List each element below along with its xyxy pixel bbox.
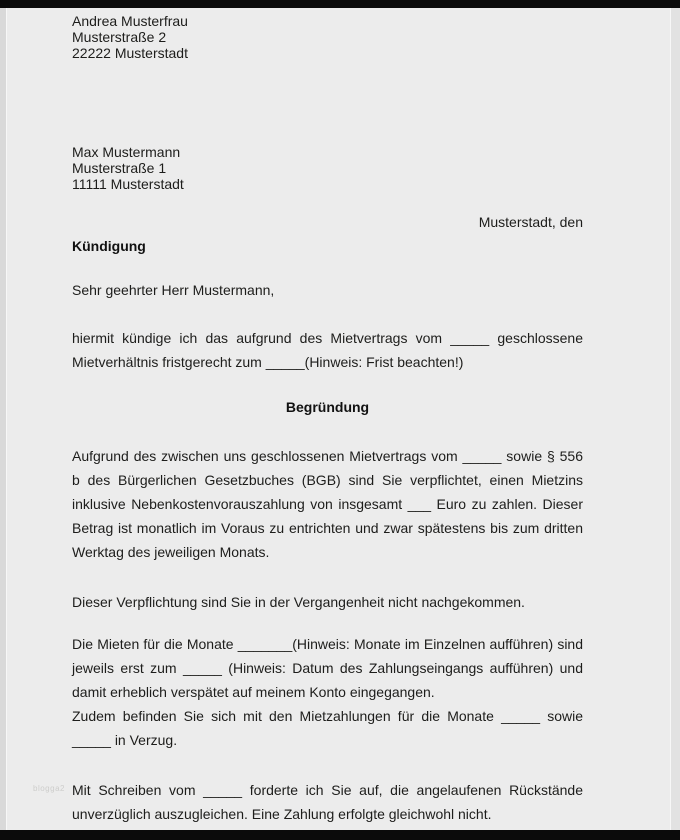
watermark-text: blogga2 bbox=[33, 784, 65, 793]
sender-city: 22222 Musterstadt bbox=[72, 45, 188, 61]
sender-street: Musterstraße 2 bbox=[72, 29, 167, 45]
paragraph-demand-letter: Mit Schreiben vom _____ forderte ich Sie auf, die angelaufenen Rückstände unverzüglich auszugleichen. Eine Zahlung erfolgte gleichwohl nicht. bbox=[72, 782, 583, 822]
intro-paragraph: hiermit kündige ich das aufgrund des Mietvertrags vom _____ geschlossene Mietverhältnis fristgerecht zum _____(Hinweis: Frist beachten!) bbox=[72, 330, 583, 370]
sender-address bbox=[72, 13, 583, 61]
sender-name: Andrea Musterfrau bbox=[72, 13, 188, 29]
recipient-city: 11111 Musterstadt bbox=[72, 176, 184, 192]
scan-border-left bbox=[0, 8, 7, 830]
reason-section-heading: Begründung bbox=[285, 399, 370, 415]
subject-heading: Kündigung bbox=[72, 238, 146, 254]
recipient-address bbox=[72, 144, 583, 192]
recipient-name: Max Mustermann bbox=[72, 144, 181, 160]
recipient-street: Musterstraße 1 bbox=[72, 160, 167, 176]
paragraph-noncompliance: Dieser Verpflichtung sind Sie in der Vergangenheit nicht nachgekommen. bbox=[72, 594, 525, 610]
paragraph-arrears: Zudem befinden Sie sich mit den Mietzahlungen für die Monate _____ sowie _____ in Verzug. bbox=[72, 708, 583, 748]
paragraph-rent-obligation: Aufgrund des zwischen uns geschlossenen Mietvertrags vom _____ sowie § 556 b des Bürgerlichen Gesetzbuches (BGB) sind Sie verpflichtet, einen Mietzins inklusive Nebenkostenvorauszahlung von insgesamt ___ Euro zu zahlen. Dieser Betrag ist monatlich im Voraus zu entrichten und zwar spätestens bis zum dritten Werktag des jeweiligen Monats. bbox=[72, 448, 583, 560]
scan-border-top bbox=[0, 0, 680, 8]
date-line: Musterstadt, den bbox=[478, 214, 583, 230]
paragraph-late-payments: Die Mieten für die Monate _______(Hinweis: Monate im Einzelnen aufführen) sind jeweils erst zum _____ (Hinweis: Datum des Zahlungseingangs aufführen) und damit erheblich verspätet auf meinem Konto eingegangen. bbox=[72, 636, 583, 700]
scan-border-bottom bbox=[0, 830, 680, 840]
salutation: Sehr geehrter Herr Mustermann, bbox=[72, 282, 275, 298]
scan-border-right bbox=[670, 8, 680, 830]
